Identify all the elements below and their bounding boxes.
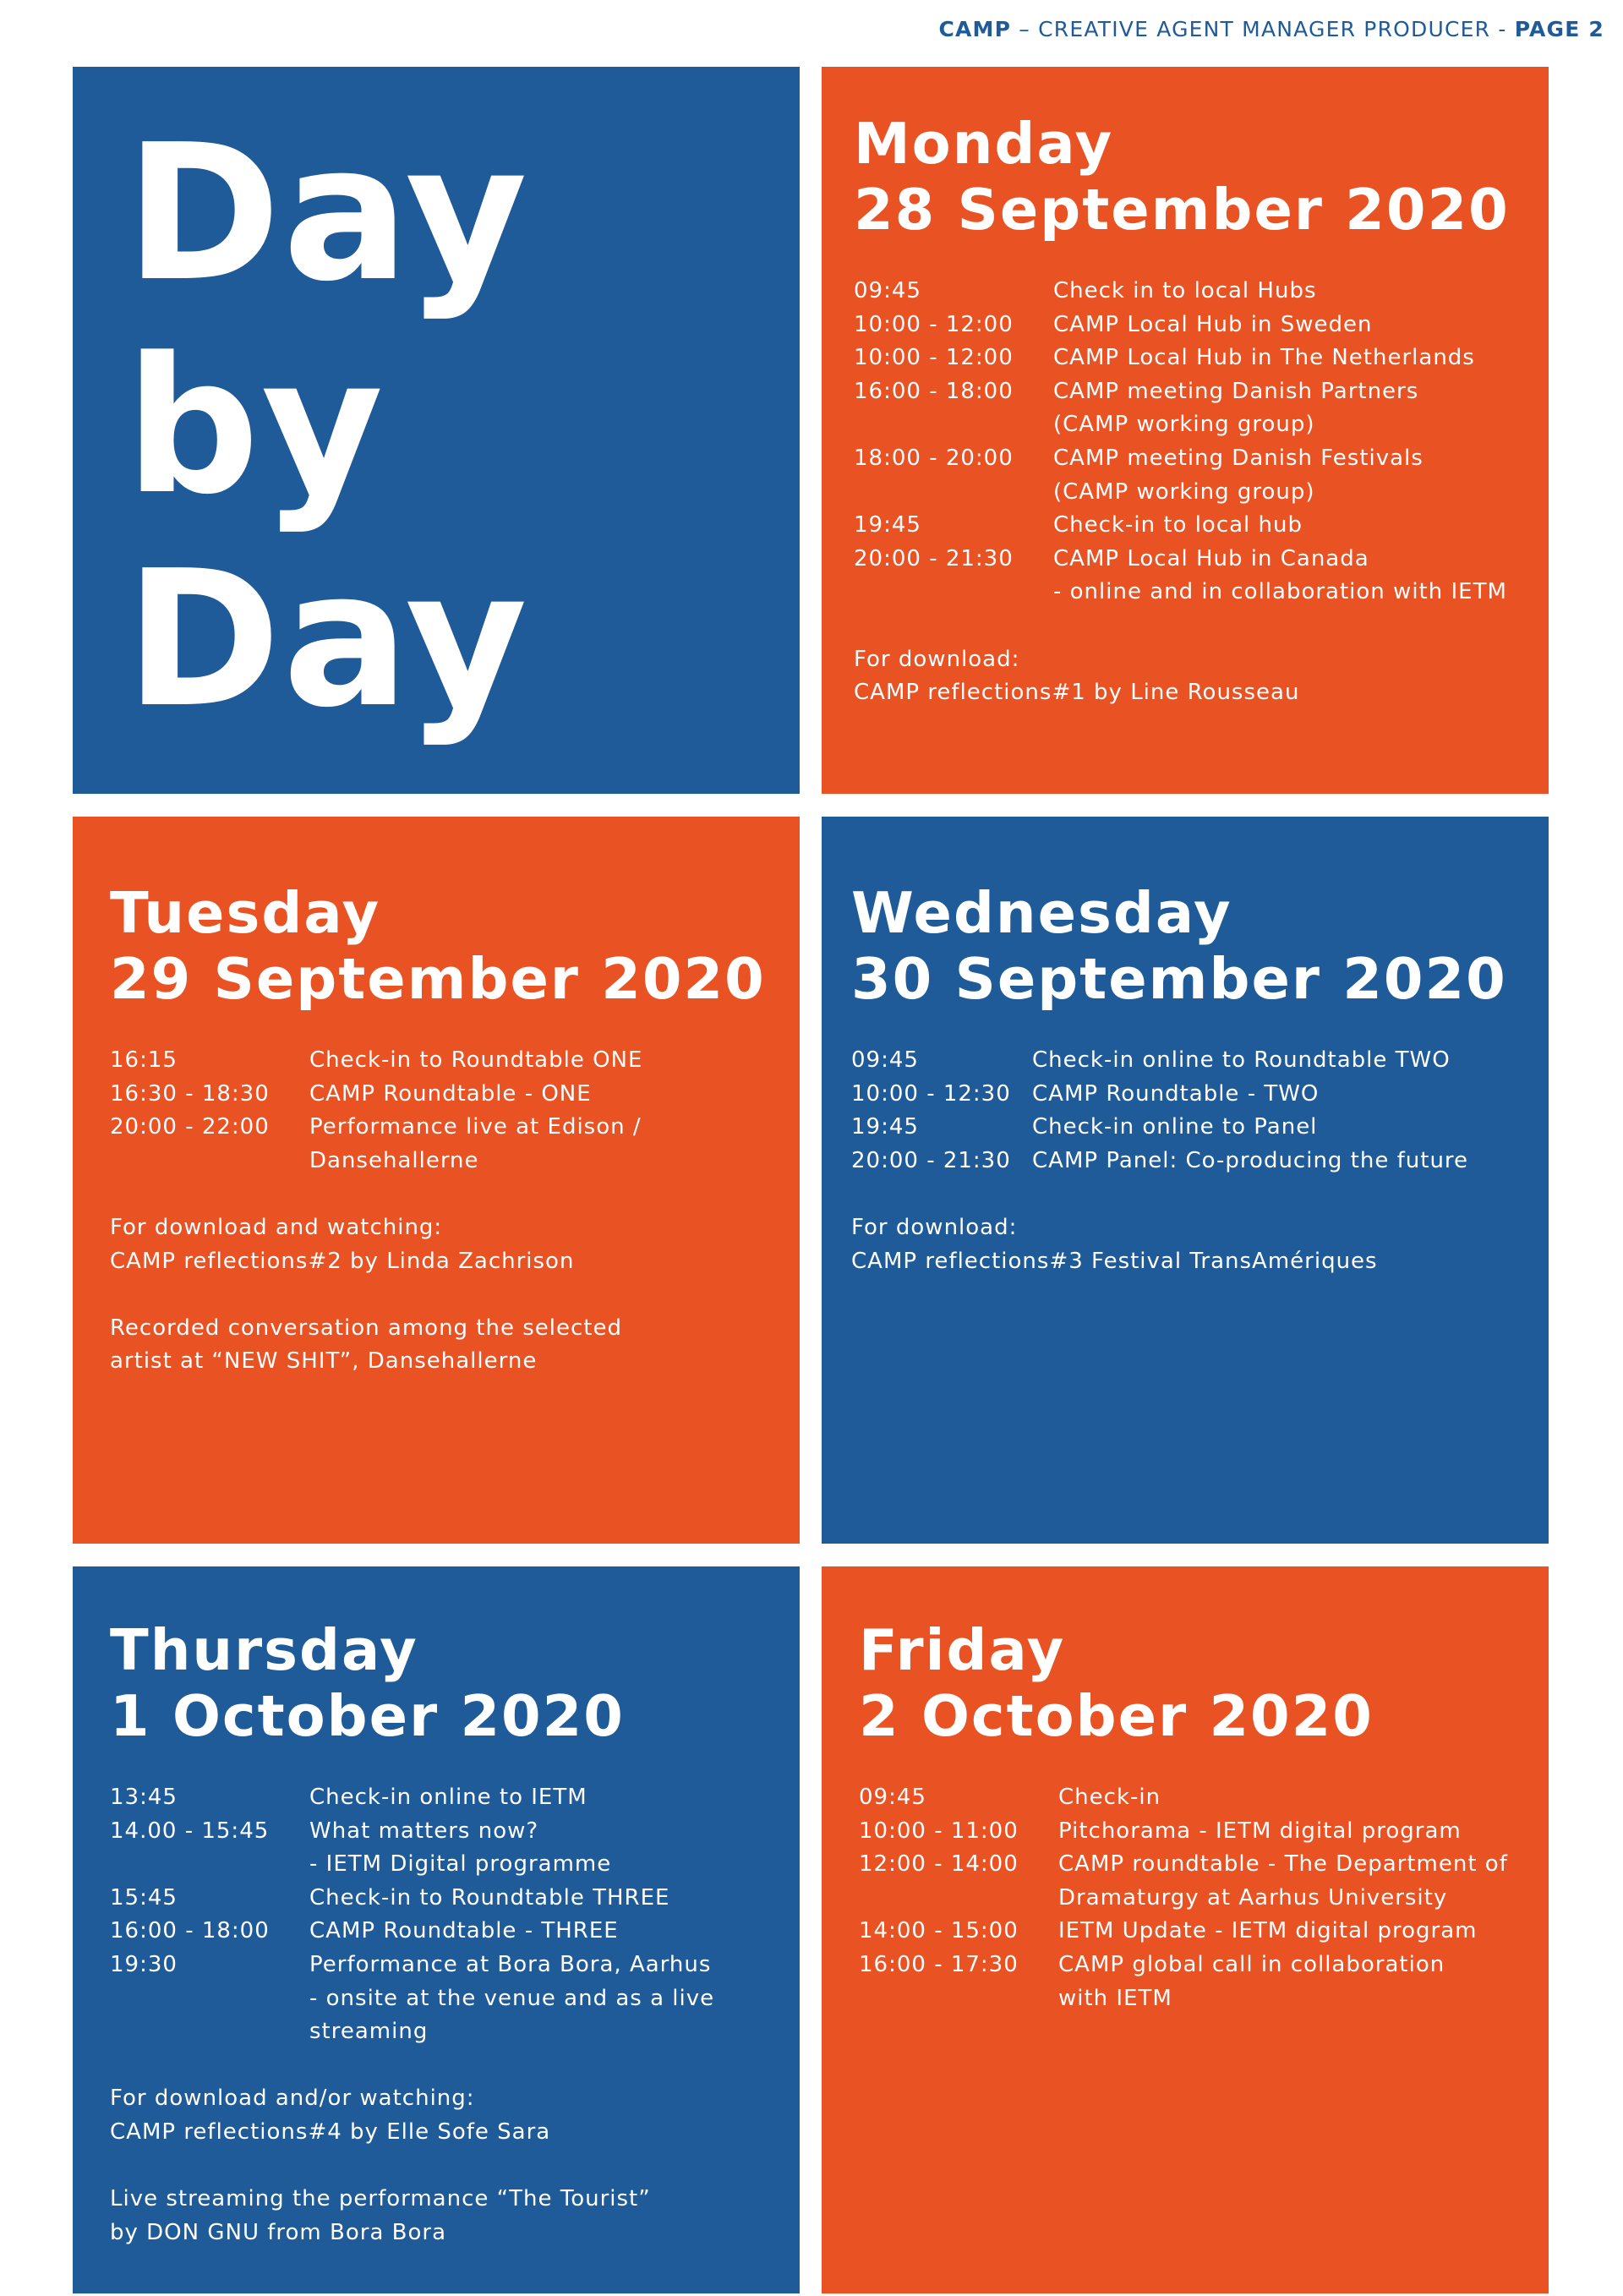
- schedule-time: 14.00 - 15:45: [110, 1818, 270, 1844]
- schedule-row: [110, 1915, 800, 1949]
- schedule-description-line: CAMP roundtable - The Department of: [1058, 1851, 1508, 1878]
- weekday: Wednesday: [851, 880, 1232, 946]
- schedule-row: [851, 1044, 1549, 1078]
- date: 30 September 2020: [851, 946, 1507, 1012]
- schedule-description-line: (CAMP working group): [1053, 478, 1315, 505]
- schedule-description-line: Check-in online to Roundtable TWO: [1032, 1047, 1451, 1073]
- schedule-description-line: Check-in to Roundtable THREE: [309, 1884, 670, 1911]
- schedule-description: [1053, 543, 1549, 610]
- schedule-description: [1058, 1781, 1549, 1815]
- note-line: For download:: [854, 646, 1020, 672]
- schedule-time: 16:00 - 18:00: [110, 1918, 270, 1944]
- big-title: [125, 105, 529, 749]
- schedule-description: [309, 1949, 800, 2049]
- schedule-description-line: Performance at Bora Bora, Aarhus: [309, 1951, 712, 1977]
- day-panel-wednesday: [822, 817, 1549, 1544]
- schedule-description: [309, 1044, 800, 1078]
- schedule-time: 16:00 - 18:00: [854, 378, 1014, 404]
- schedule-description-line: Performance live at Edison /: [309, 1114, 642, 1140]
- schedule-description: [1053, 275, 1549, 309]
- schedule-description-line: CAMP meeting Danish Festivals: [1053, 445, 1424, 471]
- note-line: For download:: [851, 1214, 1018, 1240]
- page-header: [938, 17, 1604, 41]
- schedule-description-line: CAMP Roundtable - THREE: [309, 1918, 619, 1944]
- schedule-row: [854, 309, 1549, 342]
- schedule-row: [110, 1111, 800, 1178]
- schedule-list: [110, 1781, 800, 2049]
- schedule-row: [851, 1078, 1549, 1112]
- schedule-description-line: Check-in: [1058, 1785, 1161, 1810]
- note-line: artist at “NEW SHIT”, Dansehallerne: [110, 1348, 538, 1375]
- note-group: [851, 1211, 1549, 1278]
- schedule-row: [859, 1781, 1549, 1815]
- day-title: [854, 111, 1549, 243]
- schedule-description: [309, 1078, 800, 1112]
- note-group: [110, 2082, 800, 2149]
- schedule-row: [851, 1145, 1549, 1178]
- schedule-description-line: with IETM: [1058, 1985, 1172, 2011]
- title-panel: [73, 67, 800, 794]
- schedule-time: 16:00 - 17:30: [859, 1951, 1019, 1977]
- schedule-description-line: - IETM Digital programme: [309, 1851, 612, 1878]
- schedule-row: [110, 1815, 800, 1882]
- schedule-time: 18:00 - 20:00: [854, 445, 1014, 471]
- header-subtitle: – CREATIVE AGENT MANAGER PRODUCER -: [1011, 17, 1515, 41]
- schedule-row: [859, 1848, 1549, 1915]
- date: 28 September 2020: [854, 177, 1510, 243]
- note-line: CAMP reflections#3 Festival TransAmériques: [851, 1248, 1378, 1274]
- note-group: [110, 1211, 800, 1278]
- day-panel-friday: [822, 1566, 1549, 2293]
- schedule-row: [110, 1078, 800, 1112]
- schedule-description-line: Check-in online to Panel: [1032, 1114, 1318, 1140]
- notes-section: [854, 643, 1549, 710]
- schedule-row: [859, 1915, 1549, 1949]
- note-line: CAMP reflections#1 by Line Rousseau: [854, 680, 1300, 706]
- schedule-description: [1058, 1915, 1549, 1949]
- brand-name: CAMP: [938, 17, 1012, 41]
- schedule-description: [1058, 1815, 1549, 1849]
- schedule-description: [309, 1111, 800, 1178]
- schedule-time: 09:45: [859, 1785, 926, 1810]
- big-title-word: Day: [125, 105, 529, 323]
- schedule-time: 16:30 - 18:30: [110, 1080, 270, 1107]
- weekday: Thursday: [110, 1617, 418, 1683]
- schedule-time: 20:00 - 21:30: [854, 545, 1014, 571]
- schedule-time: 09:45: [854, 278, 921, 303]
- schedule-list: [110, 1044, 800, 1178]
- schedule-description-line: streaming: [309, 2019, 429, 2045]
- date: 2 October 2020: [859, 1683, 1374, 1749]
- schedule-description: [1053, 342, 1549, 375]
- schedule-description-line: Check in to local Hubs: [1053, 278, 1317, 303]
- schedule-time: 10:00 - 12:00: [854, 345, 1014, 371]
- schedule-description-line: Dansehallerne: [309, 1147, 479, 1173]
- note-line: For download and watching:: [110, 1214, 443, 1240]
- schedule-description: [1032, 1111, 1549, 1145]
- schedule-row: [854, 342, 1549, 375]
- date: 29 September 2020: [110, 946, 766, 1012]
- schedule-time: 12:00 - 14:00: [859, 1851, 1019, 1878]
- schedule-description: [309, 1815, 800, 1882]
- day-title: [859, 1617, 1549, 1749]
- schedule-description-line: CAMP meeting Danish Partners: [1053, 378, 1419, 404]
- note-line: CAMP reflections#4 by Elle Sofe Sara: [110, 2118, 551, 2145]
- schedule-description-line: CAMP Roundtable - ONE: [309, 1080, 592, 1107]
- schedule-description: [1032, 1044, 1549, 1078]
- schedule-description: [1032, 1078, 1549, 1112]
- schedule-description: [309, 1781, 800, 1815]
- schedule-time: 16:15: [110, 1047, 178, 1073]
- schedule-description-line: Pitchorama - IETM digital program: [1058, 1818, 1462, 1844]
- schedule-time: 14:00 - 15:00: [859, 1918, 1019, 1944]
- day-title: [110, 880, 800, 1012]
- schedule-description-line: CAMP Roundtable - TWO: [1032, 1080, 1320, 1107]
- schedule-description-line: (CAMP working group): [1053, 412, 1315, 438]
- schedule-description: [1053, 375, 1549, 442]
- schedule-description-line: CAMP Panel: Co-producing the future: [1032, 1147, 1469, 1173]
- weekday: Tuesday: [110, 880, 381, 946]
- schedule-row: [854, 275, 1549, 309]
- schedule-description-line: Check-in online to IETM: [309, 1785, 587, 1810]
- schedule-description: [309, 1915, 800, 1949]
- schedule-time: 10:00 - 11:00: [859, 1818, 1019, 1844]
- schedule-description: [1032, 1145, 1549, 1178]
- schedule-time: 09:45: [851, 1047, 919, 1073]
- note-line: For download and/or watching:: [110, 2086, 475, 2112]
- schedule-time: 13:45: [110, 1785, 178, 1810]
- day-panel-monday: [822, 67, 1549, 794]
- schedule-time: 20:00 - 21:30: [851, 1147, 1011, 1173]
- day-panel-thursday: [73, 1566, 800, 2293]
- note-group: [110, 1312, 800, 1379]
- schedule-time: 19:45: [851, 1114, 919, 1140]
- schedule-time: 19:30: [110, 1951, 178, 1977]
- notes-section: [110, 2082, 800, 2250]
- date: 1 October 2020: [110, 1683, 625, 1749]
- schedule-description: [309, 1882, 800, 1916]
- schedule-row: [110, 1949, 800, 2049]
- schedule-row: [851, 1111, 1549, 1145]
- schedule-row: [859, 1949, 1549, 2015]
- schedule-description-line: CAMP Local Hub in The Netherlands: [1053, 345, 1475, 371]
- schedule-time: 10:00 - 12:00: [854, 311, 1014, 337]
- note-group: [854, 643, 1549, 710]
- weekday: Monday: [854, 111, 1114, 177]
- schedule-description-line: CAMP Local Hub in Canada: [1053, 545, 1369, 571]
- day-title: [851, 880, 1549, 1012]
- schedule-description-line: Dramaturgy at Aarhus University: [1058, 1884, 1448, 1911]
- schedule-list: [854, 275, 1549, 610]
- schedule-row: [854, 442, 1549, 509]
- schedule-time: 19:45: [854, 512, 921, 538]
- schedule-time: 15:45: [110, 1884, 178, 1911]
- weekday: Friday: [859, 1617, 1066, 1683]
- schedule-description: [1053, 442, 1549, 509]
- notes-section: [851, 1211, 1549, 1278]
- schedule-description-line: CAMP global call in collaboration: [1058, 1951, 1445, 1977]
- schedule-row: [110, 1044, 800, 1078]
- schedule-description: [1053, 309, 1549, 342]
- big-title-word: Day: [125, 531, 529, 749]
- note-line: CAMP reflections#2 by Linda Zachrison: [110, 1248, 575, 1274]
- schedule-description: [1053, 509, 1549, 543]
- schedule-list: [851, 1044, 1549, 1178]
- schedule-row: [110, 1781, 800, 1815]
- schedule-list: [859, 1781, 1549, 2015]
- big-title-word: by: [125, 318, 385, 536]
- note-line: by DON GNU from Bora Bora: [110, 2219, 447, 2245]
- page-number: PAGE 2: [1514, 17, 1604, 41]
- schedule-time: 20:00 - 22:00: [110, 1114, 270, 1140]
- schedule-description-line: - online and in collaboration with IETM: [1053, 579, 1507, 605]
- schedule-description-line: CAMP Local Hub in Sweden: [1053, 311, 1373, 337]
- schedule-row: [854, 375, 1549, 442]
- schedule-description-line: - onsite at the venue and as a live: [309, 1985, 715, 2011]
- schedule-description-line: Check-in to local hub: [1053, 512, 1303, 538]
- schedule-row: [854, 509, 1549, 543]
- schedule-description: [1058, 1848, 1549, 1915]
- schedule-row: [859, 1815, 1549, 1849]
- schedule-description-line: Check-in to Roundtable ONE: [309, 1047, 643, 1073]
- schedule-description: [1058, 1949, 1549, 2015]
- day-title: [110, 1617, 800, 1749]
- schedule-row: [854, 543, 1549, 610]
- schedule-row: [110, 1882, 800, 1916]
- note-line: Live streaming the performance “The Tourist”: [110, 2186, 651, 2212]
- schedule-time: 10:00 - 12:30: [851, 1080, 1011, 1107]
- day-panel-tuesday: [73, 817, 800, 1544]
- notes-section: [110, 1211, 800, 1379]
- schedule-description-line: IETM Update - IETM digital program: [1058, 1918, 1478, 1944]
- note-line: Recorded conversation among the selected: [110, 1315, 622, 1341]
- note-group: [110, 2183, 800, 2250]
- schedule-description-line: What matters now?: [309, 1818, 539, 1844]
